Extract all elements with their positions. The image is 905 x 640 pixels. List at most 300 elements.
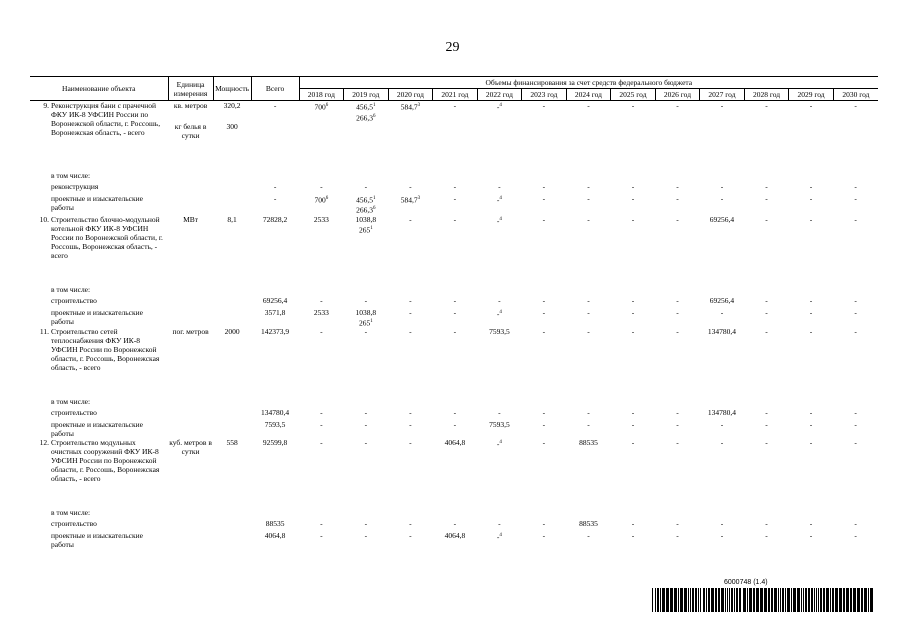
year-value: - bbox=[320, 438, 323, 447]
barcode-bar bbox=[811, 588, 813, 612]
year-value: 456,5$^1$ 266,3$^6$ bbox=[356, 102, 376, 122]
year-value: - bbox=[542, 408, 546, 417]
year-value: - bbox=[809, 408, 813, 417]
year-value: - bbox=[453, 420, 457, 429]
capacity-cell bbox=[213, 531, 251, 549]
year-value: - bbox=[631, 295, 635, 305]
year-value: - bbox=[676, 519, 679, 528]
barcode-bar bbox=[698, 588, 699, 612]
barcode-bar bbox=[739, 588, 741, 612]
funding-table bbox=[30, 76, 878, 549]
barcode-bar bbox=[727, 588, 728, 612]
total-cell: - bbox=[273, 193, 277, 203]
row-number-cell bbox=[30, 171, 50, 182]
barcode-bar bbox=[787, 588, 790, 612]
year-value: 456,5$^1$ 266,3$^6$ bbox=[356, 195, 376, 215]
year-value: - bbox=[409, 295, 412, 305]
year-value: - bbox=[720, 438, 724, 447]
year-value: - bbox=[364, 519, 368, 528]
year-value: - bbox=[676, 295, 679, 305]
unit-cell bbox=[168, 296, 213, 308]
sublabel: в том числе: bbox=[51, 508, 91, 517]
year-value: - bbox=[765, 438, 768, 447]
year-value: 4064,8 bbox=[444, 531, 466, 540]
total-cell: 4064,8 bbox=[264, 531, 286, 540]
year-value: 69256,4 bbox=[709, 214, 735, 224]
row-number: 11. bbox=[39, 327, 49, 336]
total-cell: - bbox=[273, 181, 277, 191]
barcode-bar bbox=[680, 588, 683, 612]
row-number bbox=[30, 308, 50, 328]
year-value: 134780,4 bbox=[707, 408, 737, 417]
year-value: - bbox=[587, 408, 590, 417]
header-name: Наименование объекта bbox=[30, 77, 168, 101]
header-year: 2018 год bbox=[299, 89, 344, 101]
barcode-bar bbox=[832, 588, 834, 612]
barcode-bar bbox=[715, 588, 717, 612]
year-value: - bbox=[809, 519, 813, 528]
year-value: - bbox=[765, 307, 768, 317]
header-year: 2019 год bbox=[344, 89, 389, 101]
year-value: - bbox=[364, 295, 368, 305]
unit-cell bbox=[168, 308, 213, 328]
barcode-bar bbox=[791, 588, 792, 612]
barcode-bar bbox=[657, 588, 659, 612]
table-row bbox=[30, 215, 878, 285]
barcode-bar bbox=[684, 588, 687, 612]
year-value: - bbox=[854, 295, 857, 305]
year-value: - bbox=[676, 531, 679, 540]
year-value: - bbox=[542, 181, 546, 191]
object-name: Строительство блочно-модульной котельной ФКУ ИК-8 УФСИН России по Воронежской области, г. Россошь, Воронежская область, - всего bbox=[51, 214, 163, 260]
sublabel: в том числе: bbox=[51, 170, 91, 180]
year-value: 4064,8 bbox=[444, 438, 466, 447]
barcode-bar bbox=[734, 588, 735, 612]
capacity: 558 bbox=[226, 438, 238, 447]
year-value: - bbox=[720, 307, 724, 317]
year-value: - bbox=[409, 214, 412, 224]
header-year: 2021 год bbox=[433, 89, 478, 101]
year-value: - bbox=[320, 408, 323, 417]
row-number bbox=[30, 194, 50, 215]
header-year: 2029 год bbox=[789, 89, 834, 101]
year-value: 88535 bbox=[579, 438, 598, 447]
table-row bbox=[30, 296, 878, 308]
year-value: - bbox=[409, 519, 412, 528]
object-name: Строительство модульных очистных сооружений ФКУ ИК-8 УФСИН России по Воронежской области, г. Россошь, Воронежская область, - всего bbox=[51, 438, 160, 483]
object-name: строительство bbox=[51, 295, 97, 305]
barcode-bar bbox=[674, 588, 677, 612]
barcode-bar bbox=[839, 588, 842, 612]
year-value: - bbox=[765, 181, 768, 191]
row-number bbox=[30, 182, 50, 194]
year-value: - bbox=[320, 531, 323, 540]
unit-cell bbox=[168, 101, 213, 171]
year-value: - bbox=[631, 181, 635, 191]
barcode-bar bbox=[823, 588, 825, 612]
year-value: - bbox=[809, 181, 813, 191]
year-value: - bbox=[364, 408, 368, 417]
barcode-bar bbox=[818, 588, 819, 612]
year-value: - bbox=[453, 181, 457, 191]
barcode-label: 6000748 (1.4) bbox=[724, 579, 768, 586]
year-value: - bbox=[854, 519, 857, 528]
barcode-bar bbox=[718, 588, 720, 612]
year-value: - bbox=[409, 420, 412, 429]
header-total: Всего bbox=[251, 77, 299, 101]
year-value: -$^4$ bbox=[496, 439, 502, 449]
capacity-cell bbox=[213, 438, 251, 508]
row-number: 10. bbox=[39, 214, 49, 224]
row-number bbox=[30, 296, 50, 308]
year-value: - bbox=[320, 181, 323, 191]
year-value: - bbox=[809, 307, 813, 317]
year-value: - bbox=[453, 193, 457, 203]
year-value: - bbox=[542, 307, 546, 317]
barcode-bar bbox=[771, 588, 773, 612]
year-value: - bbox=[453, 307, 457, 317]
capacity-cell bbox=[213, 182, 251, 194]
year-value: - bbox=[409, 408, 412, 417]
barcode-bar bbox=[756, 588, 759, 612]
year-value: 88535 bbox=[579, 519, 598, 528]
total-cell: 7593,5 bbox=[264, 420, 286, 429]
year-value: - bbox=[854, 307, 857, 317]
header-year: 2030 год bbox=[833, 89, 878, 101]
barcode-bar bbox=[764, 588, 767, 612]
object-name: строительство bbox=[51, 519, 97, 528]
year-value: 1038,8 $265^1$ bbox=[355, 214, 377, 234]
unit-cell bbox=[168, 519, 213, 531]
year-value: 2533 bbox=[313, 307, 329, 317]
year-value: - bbox=[453, 295, 457, 305]
year-value: - bbox=[854, 193, 857, 203]
object-name: проектные и изыскательские работы bbox=[51, 420, 143, 438]
year-value: - bbox=[364, 181, 368, 191]
barcode-bar bbox=[731, 588, 733, 612]
row-number: 9. bbox=[43, 101, 49, 110]
year-value: - bbox=[676, 307, 679, 317]
header-year: 2026 год bbox=[655, 89, 700, 101]
year-value: - bbox=[453, 101, 457, 110]
year-value: 2533 bbox=[313, 214, 329, 224]
capacity-cell bbox=[213, 408, 251, 420]
total-cell: 134780,4 bbox=[261, 408, 290, 417]
year-value: $700^6$ bbox=[314, 102, 329, 112]
year-value: - bbox=[542, 531, 546, 540]
header-year: 2022 год bbox=[477, 89, 522, 101]
year-value: - bbox=[720, 531, 724, 540]
year-value: - bbox=[720, 193, 724, 203]
table-row bbox=[30, 531, 878, 549]
page-number: 29 bbox=[445, 40, 460, 55]
year-value: - bbox=[765, 214, 768, 224]
year-value: - bbox=[809, 214, 813, 224]
year-value: - bbox=[765, 295, 768, 305]
barcode-bar bbox=[857, 588, 860, 612]
total-cell: 142373,9 bbox=[261, 327, 290, 336]
year-value: - bbox=[854, 531, 857, 540]
year-value: - bbox=[409, 307, 412, 317]
year-value: - bbox=[587, 327, 590, 336]
object-name: строительство bbox=[51, 408, 97, 417]
capacity-secondary: 300 bbox=[226, 122, 238, 131]
year-value: - bbox=[676, 101, 679, 110]
barcode-bar bbox=[695, 588, 697, 612]
barcode-bar bbox=[774, 588, 777, 612]
year-value: - bbox=[587, 295, 590, 305]
year-value: 584,7$^3$ bbox=[400, 195, 421, 204]
barcode-bar bbox=[760, 588, 763, 612]
barcode-bar bbox=[711, 588, 714, 612]
row-number bbox=[30, 531, 50, 549]
year-value: - bbox=[587, 193, 590, 203]
barcode-bar bbox=[868, 588, 869, 612]
year-value: - bbox=[854, 408, 857, 417]
barcode-bar bbox=[830, 588, 831, 612]
barcode-bar bbox=[662, 588, 665, 612]
header-year: 2020 год bbox=[388, 89, 433, 101]
year-value: 69256,4 bbox=[709, 295, 735, 305]
year-value: - bbox=[453, 408, 457, 417]
barcode-bar bbox=[814, 588, 815, 612]
year-value: - bbox=[320, 327, 323, 336]
barcode-bar bbox=[778, 588, 779, 612]
unit: МВт bbox=[183, 214, 199, 224]
unit: кв. метров bbox=[173, 101, 208, 110]
barcode-bar bbox=[846, 588, 849, 612]
year-value: - bbox=[631, 214, 635, 224]
year-value: - bbox=[320, 295, 323, 305]
barcode-bar bbox=[670, 588, 673, 612]
year-value: - bbox=[453, 214, 457, 224]
year-value: - bbox=[542, 438, 546, 447]
year-value: - bbox=[809, 531, 813, 540]
capacity-cell bbox=[213, 420, 251, 438]
year-value: - bbox=[498, 519, 501, 528]
barcode-bar bbox=[688, 588, 689, 612]
capacity: 8,1 bbox=[227, 214, 237, 224]
year-value: - bbox=[498, 408, 501, 417]
year-value: - bbox=[364, 327, 368, 336]
object-name: Реконструкция бани с прачечной ФКУ ИК-8 УФСИН России по Воронежской области, г. Россошь, Воронежская область, - всего bbox=[51, 101, 161, 137]
table-row bbox=[30, 420, 878, 438]
barcode-bar bbox=[803, 588, 804, 612]
object-name: проектные и изыскательские работы bbox=[51, 307, 143, 326]
year-value: - bbox=[453, 327, 457, 336]
year-value: - bbox=[809, 327, 813, 336]
year-value: - bbox=[364, 531, 368, 540]
header-year: 2027 год bbox=[700, 89, 745, 101]
year-value: - bbox=[320, 420, 323, 429]
year-value: - bbox=[676, 327, 679, 336]
row-number-cell bbox=[30, 285, 50, 296]
unit: куб. метров в сутки bbox=[169, 438, 212, 456]
year-value: - bbox=[854, 438, 857, 447]
year-value: - bbox=[631, 327, 635, 336]
year-value: - bbox=[542, 101, 546, 110]
barcode-bar bbox=[835, 588, 838, 612]
barcode-bar bbox=[690, 588, 691, 612]
header-year: 2024 год bbox=[566, 89, 611, 101]
year-value: -$^4$ bbox=[496, 216, 502, 225]
year-value: - bbox=[587, 101, 590, 110]
barcode-bar bbox=[864, 588, 867, 612]
barcode-bar bbox=[660, 588, 661, 612]
barcode-bar bbox=[725, 588, 726, 612]
year-value: 7593,5 bbox=[489, 327, 510, 336]
year-value: 584,7$^3$ bbox=[400, 102, 421, 112]
table-row bbox=[30, 194, 878, 215]
total-cell: 72828,2 bbox=[262, 214, 288, 224]
barcode-bar bbox=[805, 588, 807, 612]
unit-cell bbox=[168, 182, 213, 194]
year-value: - bbox=[854, 101, 857, 110]
row-number bbox=[30, 420, 50, 438]
barcode-bar bbox=[678, 588, 679, 612]
unit-cell bbox=[168, 420, 213, 438]
year-value: - bbox=[676, 214, 679, 224]
year-value: - bbox=[854, 214, 857, 224]
barcode-bar bbox=[768, 588, 770, 612]
year-value: - bbox=[587, 181, 590, 191]
capacity: 2000 bbox=[224, 327, 240, 336]
barcode-bar bbox=[850, 588, 852, 612]
barcode-bar bbox=[692, 588, 694, 612]
year-value: - bbox=[765, 193, 768, 203]
object-name: реконструкция bbox=[51, 181, 99, 191]
row-number-cell bbox=[30, 508, 50, 519]
object-name: проектные и изыскательские работы bbox=[51, 531, 143, 549]
year-value: - bbox=[631, 307, 635, 317]
year-value: - bbox=[498, 181, 501, 191]
barcode-bar bbox=[655, 588, 656, 612]
row-number: 12. bbox=[39, 438, 49, 447]
year-value: - bbox=[409, 438, 412, 447]
barcode-bar bbox=[736, 588, 738, 612]
year-value: - bbox=[320, 519, 323, 528]
year-value: - bbox=[809, 101, 813, 110]
year-value: - bbox=[854, 420, 857, 429]
year-value: - bbox=[409, 181, 412, 191]
year-value: - bbox=[631, 420, 635, 429]
unit-cell bbox=[168, 327, 213, 397]
year-value: - bbox=[542, 193, 546, 203]
barcode-bar bbox=[793, 588, 796, 612]
year-value: -$^4$ bbox=[496, 195, 502, 204]
barcode-bar bbox=[703, 588, 705, 612]
sublabel: в том числе: bbox=[51, 284, 91, 294]
total-cell: 69256,4 bbox=[262, 295, 288, 305]
header-year: 2023 год bbox=[522, 89, 567, 101]
year-value: - bbox=[676, 420, 679, 429]
header-unit: Единица измерения bbox=[168, 77, 213, 101]
barcode-bar bbox=[652, 588, 653, 612]
unit-cell bbox=[168, 531, 213, 549]
row-number bbox=[30, 408, 50, 420]
capacity-cell bbox=[213, 308, 251, 328]
capacity-cell bbox=[213, 327, 251, 397]
year-value: - bbox=[809, 295, 813, 305]
year-value: -$^4$ bbox=[496, 532, 502, 542]
barcode-bar bbox=[700, 588, 701, 612]
year-value: - bbox=[542, 214, 546, 224]
barcode-bar bbox=[729, 588, 730, 612]
unit-cell bbox=[168, 215, 213, 285]
year-value: - bbox=[587, 420, 590, 429]
object-name: проектные и изыскательские работы bbox=[51, 193, 143, 212]
table-row bbox=[30, 171, 878, 182]
unit-cell bbox=[168, 408, 213, 420]
unit-cell bbox=[168, 194, 213, 215]
table-row bbox=[30, 285, 878, 296]
year-value: - bbox=[587, 531, 590, 540]
year-value: - bbox=[765, 327, 768, 336]
row-number bbox=[30, 519, 50, 531]
year-value: - bbox=[542, 327, 546, 336]
year-value: - bbox=[720, 181, 724, 191]
year-value: - bbox=[364, 438, 368, 447]
year-value: - bbox=[854, 181, 857, 191]
year-value: - bbox=[453, 519, 457, 528]
year-value: - bbox=[631, 193, 635, 203]
table-row bbox=[30, 182, 878, 194]
capacity-cell bbox=[213, 101, 251, 171]
year-value: - bbox=[631, 408, 635, 417]
year-value: - bbox=[720, 101, 724, 110]
barcode-bar bbox=[816, 588, 817, 612]
year-value: - bbox=[854, 327, 857, 336]
total-cell: 92599,8 bbox=[262, 438, 288, 447]
year-value: - bbox=[409, 327, 412, 336]
barcode-bar bbox=[708, 588, 710, 612]
header-year: 2025 год bbox=[611, 89, 656, 101]
year-value: - bbox=[765, 531, 768, 540]
year-value: - bbox=[809, 438, 813, 447]
barcode-bar bbox=[826, 588, 829, 612]
capacity-cell bbox=[213, 296, 251, 308]
year-value: - bbox=[542, 295, 546, 305]
year-value: - bbox=[498, 295, 501, 305]
capacity-cell bbox=[213, 194, 251, 215]
year-value: $700^6$ bbox=[314, 195, 329, 204]
year-value: - bbox=[676, 438, 679, 447]
table-row bbox=[30, 519, 878, 531]
year-value: - bbox=[631, 101, 635, 110]
unit-secondary: кг белья в сутки bbox=[174, 122, 207, 140]
table-row bbox=[30, 438, 878, 508]
year-value: - bbox=[720, 519, 724, 528]
year-value: - bbox=[542, 519, 546, 528]
header-year: 2028 год bbox=[744, 89, 789, 101]
object-name: Строительство сетей теплоснабжения ФКУ ИК-8 УФСИН России по Воронежской области, г. Россошь, Воронежская область, - всего bbox=[51, 327, 160, 372]
barcode-bar bbox=[861, 588, 863, 612]
barcode-bar bbox=[808, 588, 810, 612]
barcode bbox=[652, 588, 874, 612]
year-value: - bbox=[765, 408, 768, 417]
year-value: - bbox=[631, 519, 635, 528]
unit: пог. метров bbox=[172, 327, 209, 336]
table-row bbox=[30, 101, 878, 171]
table-row bbox=[30, 397, 878, 408]
year-value: - bbox=[765, 101, 768, 110]
year-value: - bbox=[631, 438, 635, 447]
year-value: -$^4$ bbox=[496, 309, 502, 318]
year-value: - bbox=[765, 420, 768, 429]
barcode-bar bbox=[785, 588, 786, 612]
header-funding: Объемы финансирования за счет средств федерального бюджета bbox=[299, 77, 878, 89]
table-row bbox=[30, 408, 878, 420]
